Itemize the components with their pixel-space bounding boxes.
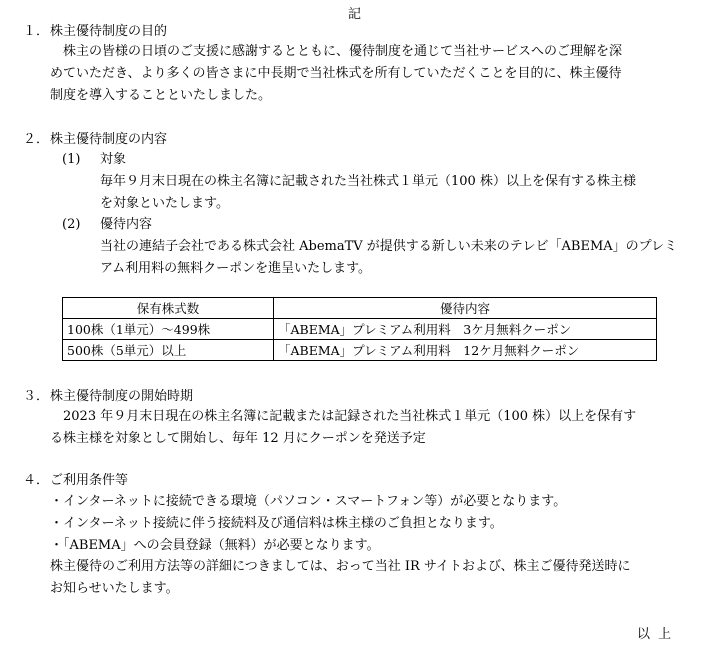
table-cell-shares: 500株（5単元）以上 [63, 340, 274, 361]
section-3-line-1: 2023 年９月末日現在の株主名簿に記載または記録された当社株式１単元（100 株）以上を保有す [63, 409, 637, 424]
section-2-item-1-line-1: 毎年９月末日現在の株主名簿に記載された当社株式１単元（100 株）以上を保有する株主様 [100, 174, 636, 189]
section-3-line-2: る株主様を対象として開始し、毎年 12 月にクーポンを発送予定 [50, 431, 426, 446]
table-cell-benefit: 「ABEMA」プレミアム利用料 12ケ月無料クーポン [274, 340, 657, 361]
table-header-shares: 保有株式数 [63, 298, 274, 319]
section-4-bullet-1: ・インターネットに接続できる環境（パソコン・スマートフォン等）が必要となります。 [50, 494, 567, 509]
section-4-line-2: お知らせいたします。 [50, 581, 179, 596]
section-4-title: ご利用条件等 [50, 473, 129, 488]
section-3-title: 株主優待制度の開始時期 [50, 389, 194, 404]
table-header-benefit: 優待内容 [274, 298, 657, 319]
section-1-line-3: 制度を導入することといたしました。 [50, 88, 272, 103]
section-2-item-2-line-2: アム利用料の無料クーポンを進呈いたします。 [100, 261, 372, 276]
section-3-number: ３． [23, 389, 50, 404]
section-2-item-1-label: (1) [62, 152, 81, 167]
section-4-number: ４． [23, 473, 50, 488]
table-cell-shares: 100株（1単元）～499株 [63, 319, 274, 340]
section-4-line-1: 株主優待のご利用方法等の詳細につきましては、おって当社 IR サイトおよび、株主ご優待発送時に [50, 559, 631, 574]
closing-mark: 以上 [637, 627, 680, 642]
section-1-title: 株主優待制度の目的 [50, 24, 168, 39]
section-2-item-2-label: (2) [62, 217, 81, 232]
section-4-bullet-2: ・インターネット接続に伴う接続料及び通信料は株主様のご負担となります。 [50, 516, 503, 531]
table-header-row [63, 298, 657, 319]
benefits-table [62, 297, 657, 361]
table-row [63, 319, 657, 340]
section-2-number: ２． [23, 132, 50, 147]
table-cell-benefit: 「ABEMA」プレミアム利用料 3ケ月無料クーポン [274, 319, 657, 340]
table-row [63, 340, 657, 361]
section-1-line-2: めていただき、より多くの皆さまに中長期で当社株式を所有していただくことを目的に、株主優待 [50, 66, 622, 81]
section-2-item-2-title: 優待内容 [100, 217, 153, 232]
section-2-item-1-line-2: を対象といたします。 [100, 196, 229, 211]
section-2-item-1-title: 対象 [100, 152, 127, 167]
section-2-item-2-line-1: 当社の連結子会社である株式会社 AbemaTV が提供する新しい未来のテレビ「ABEMA」のプレミ [100, 239, 678, 254]
section-2-title: 株主優待制度の内容 [50, 132, 168, 147]
section-1-line-1: 株主の皆様の日頃のご支援に感謝するとともに、優待制度を通じて当社サービスへのご理解を深 [63, 44, 623, 59]
document-title: 記 [348, 7, 362, 22]
section-4-bullet-3: ・「ABEMA」への会員登録（無料）が必要となります。 [50, 538, 380, 553]
section-1-number: １． [23, 24, 50, 39]
